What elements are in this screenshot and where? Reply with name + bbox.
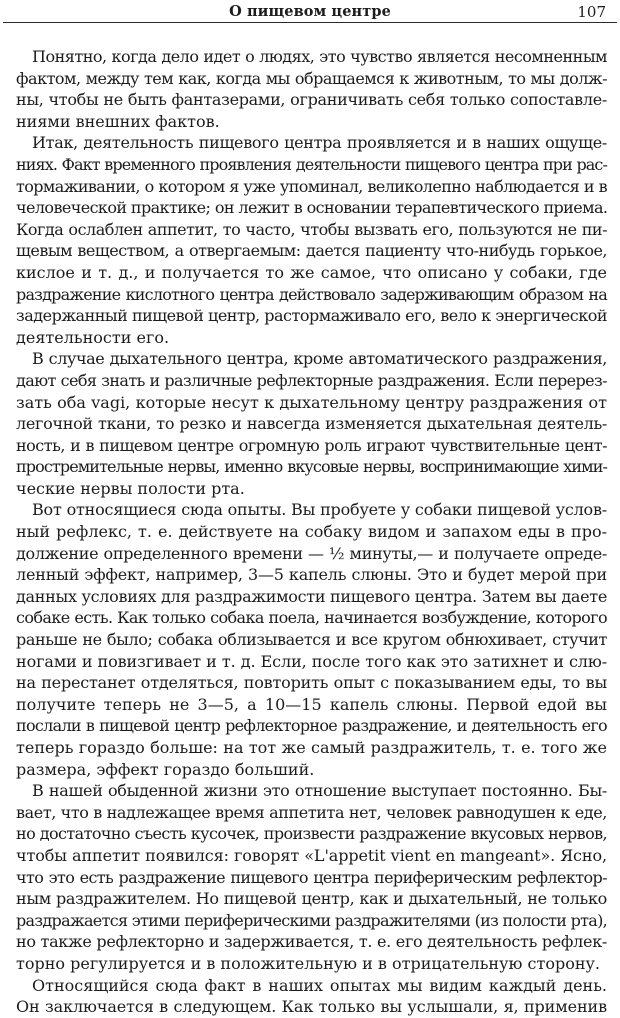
text-line: ческие нервы полости рта.: [16, 478, 245, 498]
text-line: получите теперь не 3—5, а 10—15 капель слюны. Первой едой вы: [16, 694, 607, 714]
text-line: человеческой практике; он лежит в основании терапевтического приема.: [16, 198, 608, 218]
text-line: зать оба vagi, которые несут к дыхательному центру раздражения от: [16, 392, 607, 412]
text-line: дают себя знать и различные рефлекторные раздражения. Если перерез-: [16, 370, 607, 390]
paragraph: [16, 46, 607, 132]
text-line: В нашей обыденной жизни это отношение выступает постоянно. Бы-: [32, 781, 607, 801]
text-line: теперь гораздо больше: на тот же самый раздражитель, т. е. того же: [16, 738, 607, 757]
text-line: задержанный пищевой центр, растормаживало его, вело к энергической: [16, 306, 607, 326]
paragraph: [16, 975, 607, 1018]
text-line: фактом, между тем как, когда мы обращаемся к животным, то мы долж-: [16, 68, 607, 88]
text-line: Понятно, когда дело идет о людях, это чувство является несомненным: [32, 47, 607, 66]
text-line: на перестанет отделяться, повторить опыт с показыванием еды, то вы: [16, 673, 607, 693]
text-line: Он заключается в следующем. Как только вы услышали, я, применив: [16, 997, 607, 1017]
text-line: Вот относящиеся сюда опыты. Вы пробуете у собаки пищевой услов-: [32, 500, 607, 520]
text-line: раздражение кислотного центра действовало задерживающим образом на: [16, 284, 607, 304]
text-line: собаке есть. Как только собака поела, начинается возбуждение, которого: [16, 608, 607, 628]
text-line: деятельности его.: [16, 327, 170, 347]
text-line: ность, и в пищевом центре огромную роль играют чувствительные цент-: [16, 435, 607, 455]
text-line: раздражается этими периферическими раздражителями (из полости рта),: [16, 910, 608, 930]
text-line: ны, чтобы не быть фантазерами, ограничивать себя только сопоставле-: [16, 90, 607, 110]
page-header: [0, 0, 620, 26]
text-line: ногами и повизгивает и т. д. Если, после того как это затихнет и слю-: [16, 651, 607, 671]
text-line: Итак, деятельность пищевого центра проявляется и в наших ощуще-: [32, 133, 607, 153]
text-line: но также рефлекторно и задерживается, т. е. его деятельность рефлек-: [16, 932, 607, 952]
text-line: ниями внешних фактов.: [16, 111, 220, 131]
text-line: но достаточно съесть кусочек, произвести раздражение вкусовых нервов,: [16, 824, 607, 844]
paragraph: [16, 132, 607, 348]
paragraph: [16, 348, 607, 499]
text-line: В случае дыхательного центра, кроме автоматического раздражения,: [32, 349, 607, 369]
text-line: должение определенного времени — ½ минуты,— и получаете опреде-: [16, 543, 607, 563]
text-line: ниях. Факт временного проявления деятельности пищевого центра при рас-: [16, 154, 607, 174]
running-title: О пищевом центре: [229, 3, 391, 20]
text-line: чтобы аппетит появился: говорят «L'appetit vient en mangeant». Ясно,: [16, 845, 607, 865]
text-line: ный рефлекс, т. е. действуете на собаку видом и запахом еды в про-: [16, 522, 607, 542]
paragraph: [16, 499, 607, 780]
header-rule: [3, 22, 617, 23]
text-line: кислое и т. д., и получается то же самое, что описано у собаки, где: [16, 262, 607, 282]
text-line: ленный эффект, например, 3—5 капель слюны. Это и будет мерой при: [16, 565, 607, 585]
body-text: [16, 46, 607, 1018]
text-line: что это есть раздражение пищевого центра периферическим рефлектор-: [16, 867, 607, 887]
text-line: раньше не было; собака облизывается и все кругом обнюхивает, стучит: [16, 630, 607, 650]
text-line: простремительные нервы, именно вкусовые нервы, воспринимающие хими-: [16, 457, 607, 477]
text-line: размера, эффект гораздо больший.: [16, 759, 315, 779]
text-line: послали в пищевой центр рефлекторное раздражение, и деятельность его: [16, 716, 607, 736]
text-line: вает, что в надлежащее время аппетита нет, человек равнодушен к еде,: [16, 802, 607, 822]
text-line: торно регулируется и в положительную и в отрицательную сторону.: [16, 953, 601, 973]
paragraph: [16, 780, 607, 974]
text-line: ным раздражителем. Но пищевой центр, как и дыхательный, не только: [16, 889, 607, 909]
text-line: щевым веществом, а отвергаемым: дается пациенту что-нибудь горькое,: [16, 241, 607, 261]
page-number: 107: [577, 3, 606, 21]
text-line: данных условиях для раздражимости пищевого центра. Затем вы даете: [16, 586, 607, 606]
text-line: Когда ослаблен аппетит, то часто, чтобы вызвать его, пользуются не пи-: [16, 219, 607, 239]
text-line: Относящийся сюда факт в наших опытах мы видим каждый день.: [32, 975, 607, 995]
text-line: легочной ткани, то резко и навсегда изменяется дыхательная деятель-: [16, 414, 607, 434]
text-line: тормаживании, о котором я уже упоминал, великолепно наблюдается и в: [16, 176, 607, 196]
